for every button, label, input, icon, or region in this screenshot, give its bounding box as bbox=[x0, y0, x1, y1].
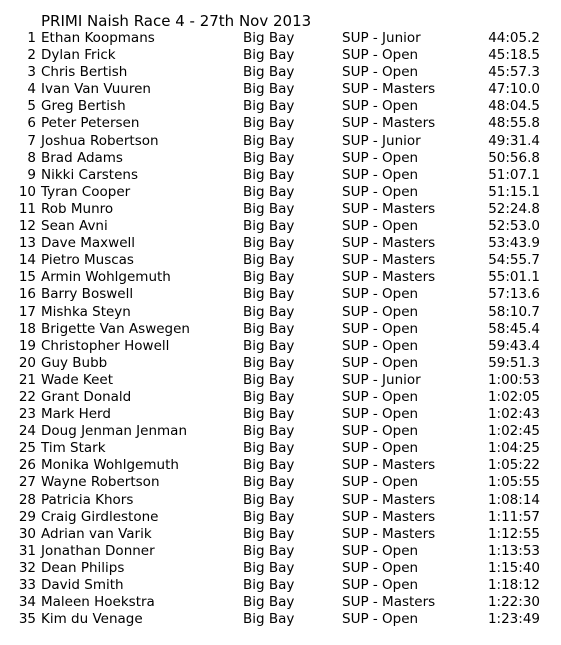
result-time: 1:13:53 bbox=[487, 542, 540, 559]
result-time: 52:24.8 bbox=[488, 200, 540, 217]
result-category: SUP - Open bbox=[342, 166, 419, 183]
result-category: SUP - Open bbox=[342, 474, 419, 491]
result-position: 13 bbox=[18, 235, 36, 252]
result-position: 26 bbox=[18, 457, 36, 474]
result-position: 5 bbox=[27, 98, 36, 115]
result-row bbox=[0, 372, 561, 389]
result-time: 45:57.3 bbox=[488, 64, 540, 81]
result-time: 44:05.2 bbox=[488, 30, 540, 46]
result-row bbox=[0, 64, 561, 81]
result-venue: Big Bay bbox=[243, 388, 295, 405]
result-time: 1:18:12 bbox=[487, 577, 540, 593]
result-name: Maleen Hoekstra bbox=[41, 594, 155, 611]
result-category: SUP - Open bbox=[342, 183, 419, 200]
result-venue: Big Bay bbox=[243, 611, 295, 628]
result-row bbox=[0, 474, 561, 491]
result-position: 1 bbox=[27, 30, 36, 46]
result-venue: Big Bay bbox=[243, 30, 295, 46]
result-venue: Big Bay bbox=[243, 98, 295, 115]
results-list bbox=[0, 30, 561, 628]
result-row bbox=[0, 423, 561, 440]
result-name: Mishka Steyn bbox=[41, 303, 131, 320]
result-venue: Big Bay bbox=[243, 508, 295, 525]
result-position: 12 bbox=[18, 218, 36, 235]
result-time: 1:04:25 bbox=[487, 440, 540, 457]
result-venue: Big Bay bbox=[243, 81, 295, 98]
result-name: Sean Avni bbox=[41, 218, 108, 235]
result-time: 51:07.1 bbox=[488, 166, 540, 183]
result-category: SUP - Junior bbox=[342, 371, 421, 388]
result-time: 58:10.7 bbox=[488, 303, 540, 320]
result-position: 18 bbox=[18, 320, 36, 337]
result-time: 1:02:43 bbox=[487, 406, 540, 423]
result-category: SUP - Masters bbox=[342, 81, 436, 98]
result-position: 25 bbox=[18, 440, 36, 457]
result-time: 47:10.0 bbox=[488, 81, 540, 98]
result-venue: Big Bay bbox=[243, 200, 295, 217]
result-name: Kim du Venage bbox=[41, 611, 143, 628]
result-row bbox=[0, 115, 561, 132]
result-position: 6 bbox=[27, 115, 36, 132]
result-venue: Big Bay bbox=[243, 235, 295, 252]
result-venue: Big Bay bbox=[243, 286, 295, 303]
result-name: Adrian van Varik bbox=[41, 525, 152, 542]
result-time: 59:43.4 bbox=[488, 337, 540, 354]
result-name: Rob Munro bbox=[41, 200, 114, 217]
result-position: 17 bbox=[18, 303, 36, 320]
result-name: Jonathan Donner bbox=[41, 542, 155, 559]
result-row bbox=[0, 98, 561, 115]
result-category: SUP - Masters bbox=[342, 115, 436, 132]
result-venue: Big Bay bbox=[243, 371, 295, 388]
result-row bbox=[0, 150, 561, 167]
result-row bbox=[0, 269, 561, 286]
result-category: SUP - Masters bbox=[342, 457, 436, 474]
result-position: 33 bbox=[18, 577, 36, 593]
result-row bbox=[0, 406, 561, 423]
result-category: SUP - Open bbox=[342, 440, 419, 457]
result-row bbox=[0, 509, 561, 526]
result-category: SUP - Masters bbox=[342, 525, 436, 542]
result-row bbox=[0, 218, 561, 235]
result-position: 32 bbox=[18, 559, 36, 576]
result-time: 59:51.3 bbox=[488, 354, 540, 371]
result-category: SUP - Open bbox=[342, 286, 419, 303]
result-row bbox=[0, 560, 561, 577]
result-row bbox=[0, 440, 561, 457]
result-position: 27 bbox=[18, 474, 36, 491]
result-venue: Big Bay bbox=[243, 354, 295, 371]
result-venue: Big Bay bbox=[243, 269, 295, 286]
result-venue: Big Bay bbox=[243, 559, 295, 576]
result-name: Joshua Robertson bbox=[41, 132, 159, 149]
result-time: 1:02:45 bbox=[487, 423, 540, 440]
result-venue: Big Bay bbox=[243, 47, 295, 64]
result-row bbox=[0, 526, 561, 543]
result-category: SUP - Open bbox=[342, 64, 419, 81]
result-position: 22 bbox=[18, 388, 36, 405]
result-row bbox=[0, 594, 561, 611]
result-time: 54:55.7 bbox=[488, 252, 540, 269]
result-category: SUP - Open bbox=[342, 303, 419, 320]
result-category: SUP - Open bbox=[342, 559, 419, 576]
result-name: Brad Adams bbox=[41, 149, 123, 166]
result-name: Pietro Muscas bbox=[41, 252, 134, 269]
result-name: Brigette Van Aswegen bbox=[41, 320, 190, 337]
result-name: Tim Stark bbox=[41, 440, 106, 457]
result-venue: Big Bay bbox=[243, 303, 295, 320]
result-row bbox=[0, 492, 561, 509]
result-name: Wayne Robertson bbox=[41, 474, 160, 491]
result-position: 34 bbox=[18, 594, 36, 611]
result-position: 10 bbox=[18, 183, 36, 200]
result-row bbox=[0, 81, 561, 98]
result-time: 50:56.8 bbox=[488, 149, 540, 166]
result-category: SUP - Junior bbox=[342, 132, 421, 149]
result-name: Grant Donald bbox=[41, 388, 132, 405]
result-row bbox=[0, 321, 561, 338]
result-name: Wade Keet bbox=[41, 371, 114, 388]
result-name: Peter Petersen bbox=[41, 115, 140, 132]
result-category: SUP - Open bbox=[342, 354, 419, 371]
result-row bbox=[0, 30, 561, 47]
result-venue: Big Bay bbox=[243, 166, 295, 183]
result-time: 51:15.1 bbox=[488, 183, 540, 200]
result-name: Ethan Koopmans bbox=[41, 30, 155, 46]
result-position: 28 bbox=[18, 491, 36, 508]
result-category: SUP - Open bbox=[342, 320, 419, 337]
result-name: Dean Philips bbox=[41, 559, 125, 576]
result-row bbox=[0, 577, 561, 594]
result-venue: Big Bay bbox=[243, 64, 295, 81]
result-category: SUP - Masters bbox=[342, 508, 436, 525]
result-position: 14 bbox=[18, 252, 36, 269]
result-time: 1:02:05 bbox=[487, 388, 540, 405]
result-position: 29 bbox=[18, 508, 36, 525]
result-row bbox=[0, 167, 561, 184]
result-row bbox=[0, 355, 561, 372]
result-name: Patricia Khors bbox=[41, 491, 134, 508]
result-time: 1:11:57 bbox=[487, 508, 540, 525]
result-row bbox=[0, 389, 561, 406]
result-row bbox=[0, 611, 561, 628]
result-name: Nikki Carstens bbox=[41, 166, 138, 183]
result-venue: Big Bay bbox=[243, 474, 295, 491]
result-position: 16 bbox=[18, 286, 36, 303]
result-category: SUP - Open bbox=[342, 423, 419, 440]
result-venue: Big Bay bbox=[243, 406, 295, 423]
result-category: SUP - Open bbox=[342, 47, 419, 64]
result-category: SUP - Junior bbox=[342, 30, 421, 46]
result-name: Craig Girdlestone bbox=[41, 508, 159, 525]
result-time: 1:05:55 bbox=[487, 474, 540, 491]
result-category: SUP - Open bbox=[342, 388, 419, 405]
result-venue: Big Bay bbox=[243, 577, 295, 593]
result-row bbox=[0, 286, 561, 303]
result-name: Doug Jenman Jenman bbox=[41, 423, 188, 440]
result-position: 11 bbox=[18, 200, 36, 217]
result-category: SUP - Masters bbox=[342, 252, 436, 269]
result-time: 48:04.5 bbox=[488, 98, 540, 115]
result-name: Ivan Van Vuuren bbox=[41, 81, 151, 98]
result-name: Chris Bertish bbox=[41, 64, 128, 81]
result-time: 49:31.4 bbox=[488, 132, 540, 149]
result-position: 3 bbox=[27, 64, 36, 81]
result-time: 48:55.8 bbox=[488, 115, 540, 132]
result-venue: Big Bay bbox=[243, 457, 295, 474]
result-venue: Big Bay bbox=[243, 337, 295, 354]
result-position: 20 bbox=[18, 354, 36, 371]
result-time: 52:53.0 bbox=[488, 218, 540, 235]
result-category: SUP - Masters bbox=[342, 200, 436, 217]
result-category: SUP - Open bbox=[342, 406, 419, 423]
result-time: 55:01.1 bbox=[488, 269, 540, 286]
result-category: SUP - Open bbox=[342, 611, 419, 628]
result-category: SUP - Masters bbox=[342, 594, 436, 611]
result-time: 1:00:53 bbox=[487, 371, 540, 388]
result-position: 23 bbox=[18, 406, 36, 423]
result-row bbox=[0, 133, 561, 150]
result-row bbox=[0, 252, 561, 269]
result-row bbox=[0, 47, 561, 64]
result-category: SUP - Open bbox=[342, 337, 419, 354]
result-venue: Big Bay bbox=[243, 525, 295, 542]
result-position: 35 bbox=[18, 611, 36, 628]
result-name: Armin Wohlgemuth bbox=[41, 269, 171, 286]
result-venue: Big Bay bbox=[243, 149, 295, 166]
result-position: 8 bbox=[27, 149, 36, 166]
result-venue: Big Bay bbox=[243, 218, 295, 235]
result-position: 21 bbox=[18, 371, 36, 388]
result-time: 57:13.6 bbox=[488, 286, 540, 303]
result-category: SUP - Open bbox=[342, 218, 419, 235]
result-position: 24 bbox=[18, 423, 36, 440]
result-category: SUP - Masters bbox=[342, 491, 436, 508]
result-name: Mark Herd bbox=[41, 406, 111, 423]
result-position: 19 bbox=[18, 337, 36, 354]
result-time: 45:18.5 bbox=[488, 47, 540, 64]
result-name: Greg Bertish bbox=[41, 98, 126, 115]
result-category: SUP - Masters bbox=[342, 269, 436, 286]
result-row bbox=[0, 338, 561, 355]
result-position: 31 bbox=[18, 542, 36, 559]
result-position: 15 bbox=[18, 269, 36, 286]
result-category: SUP - Open bbox=[342, 149, 419, 166]
result-position: 9 bbox=[27, 166, 36, 183]
result-category: SUP - Open bbox=[342, 542, 419, 559]
result-name: Monika Wohlgemuth bbox=[41, 457, 179, 474]
result-venue: Big Bay bbox=[243, 132, 295, 149]
result-time: 1:12:55 bbox=[487, 525, 540, 542]
result-time: 1:08:14 bbox=[487, 491, 540, 508]
result-name: Tyran Cooper bbox=[41, 183, 131, 200]
result-row bbox=[0, 235, 561, 252]
result-venue: Big Bay bbox=[243, 491, 295, 508]
result-time: 58:45.4 bbox=[488, 320, 540, 337]
result-time: 1:22:30 bbox=[487, 594, 540, 611]
result-position: 2 bbox=[27, 47, 36, 64]
result-name: Barry Boswell bbox=[41, 286, 134, 303]
result-name: Christopher Howell bbox=[41, 337, 170, 354]
result-category: SUP - Open bbox=[342, 98, 419, 115]
result-name: Guy Bubb bbox=[41, 354, 108, 371]
result-time: 1:23:49 bbox=[487, 611, 540, 628]
document-title: PRIMI Naish Race 4 - 27th Nov 2013 bbox=[41, 12, 312, 30]
result-position: 7 bbox=[27, 132, 36, 149]
result-time: 1:05:22 bbox=[487, 457, 540, 474]
result-row bbox=[0, 304, 561, 321]
result-venue: Big Bay bbox=[243, 183, 295, 200]
result-time: 53:43.9 bbox=[488, 235, 540, 252]
result-position: 4 bbox=[27, 81, 36, 98]
result-time: 1:15:40 bbox=[487, 559, 540, 576]
result-venue: Big Bay bbox=[243, 115, 295, 132]
result-position: 30 bbox=[18, 525, 36, 542]
result-venue: Big Bay bbox=[243, 542, 295, 559]
result-venue: Big Bay bbox=[243, 423, 295, 440]
result-name: David Smith bbox=[41, 577, 124, 593]
result-name: Dave Maxwell bbox=[41, 235, 136, 252]
result-row bbox=[0, 201, 561, 218]
result-row bbox=[0, 457, 561, 474]
result-row bbox=[0, 543, 561, 560]
result-venue: Big Bay bbox=[243, 594, 295, 611]
result-row bbox=[0, 184, 561, 201]
result-category: SUP - Masters bbox=[342, 235, 436, 252]
result-venue: Big Bay bbox=[243, 320, 295, 337]
result-name: Dylan Frick bbox=[41, 47, 116, 64]
result-venue: Big Bay bbox=[243, 252, 295, 269]
result-venue: Big Bay bbox=[243, 440, 295, 457]
result-category: SUP - Open bbox=[342, 577, 419, 593]
